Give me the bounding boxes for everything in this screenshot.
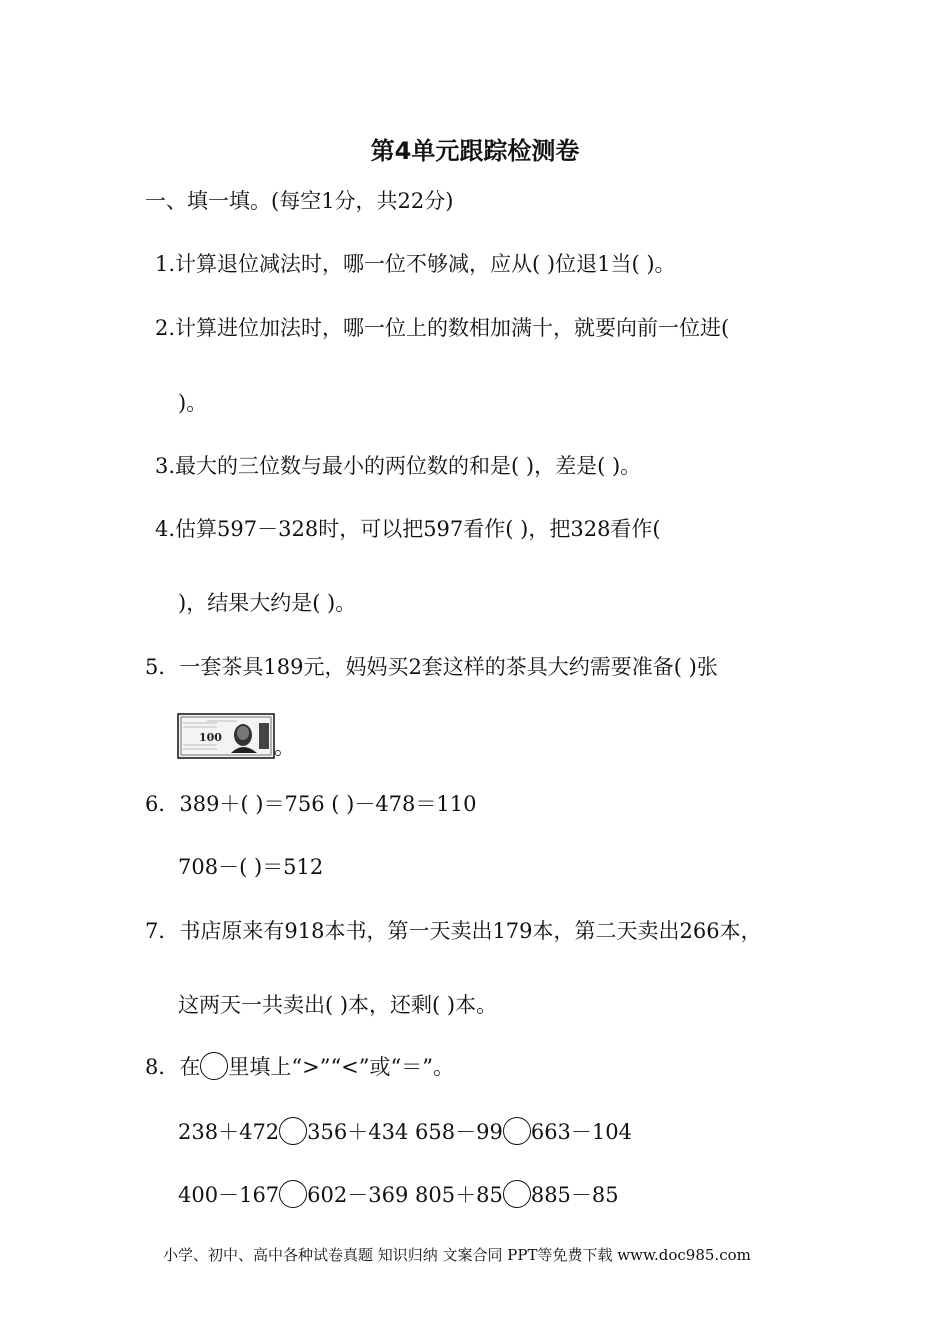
- compare-row-1-a: 238＋472: [178, 1120, 280, 1144]
- question-8-prefix: 8．在: [145, 1055, 201, 1079]
- question-7-line-2: 这两天一共卖出( )本，还剩( )本。: [178, 993, 498, 1017]
- question-7-line-1: 7．书店原来有918本书，第一天卖出179本，第二天卖出266本，: [145, 919, 762, 943]
- compare-row-1-b: 356＋434 658－99: [307, 1120, 503, 1144]
- compare-row-1: [178, 1117, 632, 1146]
- compare-row-2-c: 885－85: [530, 1183, 619, 1207]
- compare-circle-icon[interactable]: [503, 1117, 531, 1145]
- compare-circle-icon[interactable]: [279, 1117, 307, 1145]
- banknote-100-image: [177, 713, 275, 759]
- question-3: 3.最大的三位数与最小的两位数的和是( )，差是( )。: [155, 454, 642, 478]
- compare-row-2-a: 400－167: [178, 1183, 280, 1207]
- compare-row-2: [178, 1180, 619, 1209]
- question-1: 1.计算退位减法时，哪一位不够减，应从( )位退1当( )。: [155, 252, 676, 276]
- question-5-line-1: 5．一套茶具189元，妈妈买2套这样的茶具大约需要准备( )张: [145, 655, 718, 679]
- compare-row-2-b: 602－369 805＋85: [307, 1183, 503, 1207]
- question-2-line-2: )。: [178, 391, 208, 415]
- question-4-line-2: )，结果大约是( )。: [178, 591, 357, 615]
- compare-circle-icon[interactable]: [503, 1180, 531, 1208]
- banknote-value: 100: [199, 731, 222, 744]
- compare-circle-icon[interactable]: [279, 1180, 307, 1208]
- question-5-suffix: 。: [274, 735, 295, 759]
- question-6-line-1: 6．389＋( )＝756 ( )－478＝110: [145, 792, 477, 816]
- question-6-line-2: 708－( )＝512: [178, 855, 324, 879]
- question-4-line-1: 4.估算597－328时，可以把597看作( )，把328看作(: [155, 517, 661, 541]
- question-8-suffix: 里填上“>”“<”或“＝”。: [228, 1055, 454, 1079]
- compare-circle-icon: [200, 1052, 228, 1080]
- page-footer: 小学、初中、高中各种试卷真题 知识归纳 文案合同 PPT等免费下载 www.doc985.com: [163, 1246, 751, 1264]
- page-title: 第4单元跟踪检测卷: [370, 137, 580, 165]
- compare-row-1-c: 663－104: [530, 1120, 632, 1144]
- section-heading: 一、填一填。(每空1分，共22分): [145, 189, 454, 213]
- question-8-instruction: [145, 1052, 454, 1081]
- question-2-line-1: 2.计算进位加法时，哪一位上的数相加满十，就要向前一位进(: [155, 316, 730, 340]
